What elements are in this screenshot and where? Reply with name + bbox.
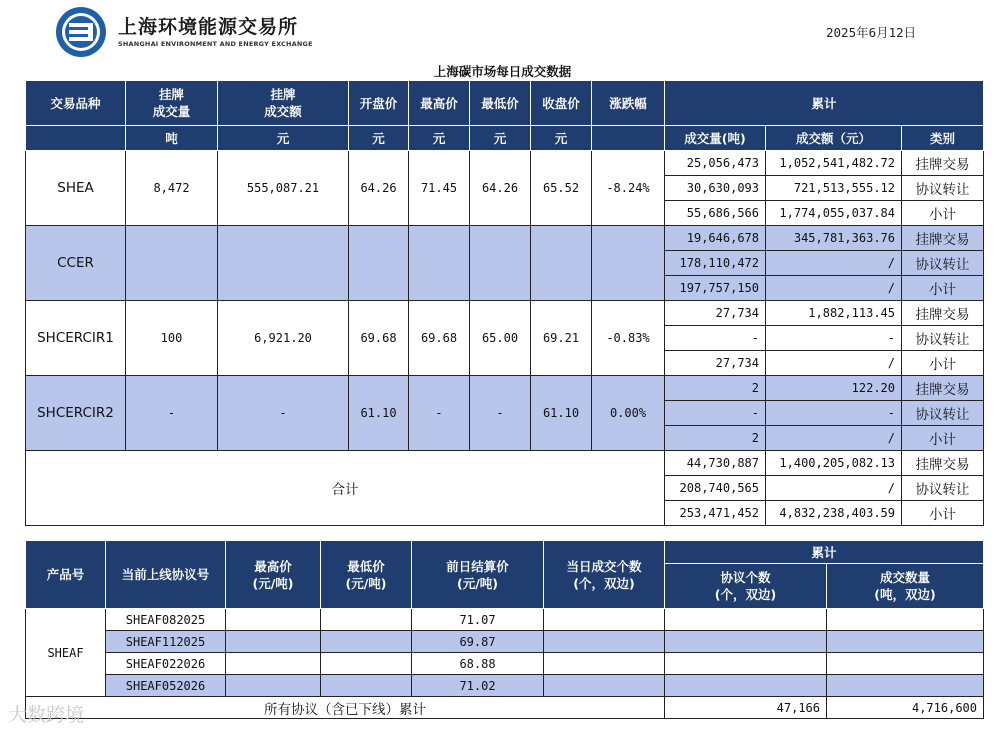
close-price: 61.10 xyxy=(531,376,592,451)
unit-low: 元 xyxy=(470,126,531,151)
col-cumulative: 累计 xyxy=(665,81,984,126)
open-price: 64.26 xyxy=(349,151,409,226)
col-f-cumulative: 累计 xyxy=(665,541,984,564)
f-high xyxy=(226,653,321,675)
category: 协议转让 xyxy=(902,176,984,201)
unit-cum-amount: 成交额（元） xyxy=(766,126,902,151)
contract-id: SHEAF082025 xyxy=(106,609,226,631)
cum-amount: 1,774,055,037.84 xyxy=(766,201,902,226)
col-f-high: 最高价 (元/吨) xyxy=(226,541,321,609)
contract-id: SHEAF052026 xyxy=(106,675,226,697)
col-low: 最低价 xyxy=(470,81,531,126)
cum-amount: / xyxy=(766,426,902,451)
table-row xyxy=(26,301,984,326)
open-price xyxy=(349,226,409,301)
cum-volume: 178,110,472 xyxy=(665,251,766,276)
listed-amount xyxy=(218,226,349,301)
total-volume: 44,730,887 xyxy=(665,451,766,476)
cum-volume: - xyxy=(665,326,766,351)
change-pct: -8.24% xyxy=(592,151,665,226)
report-title: 上海碳市场每日成交数据 xyxy=(433,64,572,79)
table-row xyxy=(26,226,984,251)
daily-count xyxy=(544,609,665,631)
col-cum-count: 协议个数 (个，双边) xyxy=(665,564,827,609)
watermark: 大数跨境 xyxy=(8,704,85,726)
category: 挂牌交易 xyxy=(902,151,984,176)
contract-id: SHEAF112025 xyxy=(106,631,226,653)
settle-price: 71.07 xyxy=(412,609,544,631)
col-open: 开盘价 xyxy=(349,81,409,126)
open-price: 61.10 xyxy=(349,376,409,451)
footer-cum-count: 47,166 xyxy=(665,697,827,719)
f-high xyxy=(226,631,321,653)
daily-count xyxy=(544,653,665,675)
category: 挂牌交易 xyxy=(902,376,984,401)
cum-amount: - xyxy=(766,326,902,351)
cum-volume: 27,734 xyxy=(665,351,766,376)
footer-row xyxy=(26,697,984,719)
page-header xyxy=(0,0,1005,60)
low-price: 64.26 xyxy=(470,151,531,226)
daily-trading-table xyxy=(25,80,984,526)
futures-table xyxy=(25,540,984,719)
cum-amount: 1,882,113.45 xyxy=(766,301,902,326)
table-row xyxy=(26,653,984,675)
table-row xyxy=(26,631,984,653)
cum-volume: 2 xyxy=(665,376,766,401)
unit-cum-volume: 成交量(吨) xyxy=(665,126,766,151)
f-low xyxy=(321,675,412,697)
settle-price: 71.02 xyxy=(412,675,544,697)
cum-count xyxy=(665,675,827,697)
cum-qty xyxy=(827,609,984,631)
cum-amount: 1,052,541,482.72 xyxy=(766,151,902,176)
col-daily-count: 当日成交个数 (个，双边) xyxy=(544,541,665,609)
col-listed-amount: 挂牌 成交额 xyxy=(218,81,349,126)
col-listed-volume: 挂牌 成交量 xyxy=(126,81,218,126)
unit-blank xyxy=(26,126,126,151)
listed-amount: 6,921.20 xyxy=(218,301,349,376)
table-row xyxy=(26,151,984,176)
cum-volume: 55,686,566 xyxy=(665,201,766,226)
change-pct: -0.83% xyxy=(592,301,665,376)
footer-label: 所有协议（含已下线）累计 xyxy=(26,697,665,719)
cum-volume: 19,646,678 xyxy=(665,226,766,251)
category: 协议转让 xyxy=(902,326,984,351)
settle-price: 68.88 xyxy=(412,653,544,675)
low-price: - xyxy=(470,376,531,451)
settle-price: 69.87 xyxy=(412,631,544,653)
unit-volume: 吨 xyxy=(126,126,218,151)
high-price: 69.68 xyxy=(409,301,470,376)
cum-amount: / xyxy=(766,276,902,301)
unit-open: 元 xyxy=(349,126,409,151)
daily-count xyxy=(544,631,665,653)
unit-close: 元 xyxy=(531,126,592,151)
cum-count xyxy=(665,609,827,631)
col-f-low: 最低价 (元/吨) xyxy=(321,541,412,609)
cum-amount: 721,513,555.12 xyxy=(766,176,902,201)
total-category: 协议转让 xyxy=(902,476,984,501)
table-row xyxy=(26,675,984,697)
category: 小计 xyxy=(902,276,984,301)
f-high xyxy=(226,609,321,631)
col-product-no: 产品号 xyxy=(26,541,106,609)
close-price: 65.52 xyxy=(531,151,592,226)
listed-amount: - xyxy=(218,376,349,451)
total-amount: 1,400,205,082.13 xyxy=(766,451,902,476)
listed-volume: 100 xyxy=(126,301,218,376)
product-name: SHCERCIR2 xyxy=(26,376,126,451)
low-price xyxy=(470,226,531,301)
table-row xyxy=(26,376,984,401)
low-price: 65.00 xyxy=(470,301,531,376)
category: 协议转让 xyxy=(902,251,984,276)
category: 挂牌交易 xyxy=(902,301,984,326)
col-close: 收盘价 xyxy=(531,81,592,126)
cum-count xyxy=(665,631,827,653)
open-price: 69.68 xyxy=(349,301,409,376)
product-no: SHEAF xyxy=(26,609,106,697)
high-price: 71.45 xyxy=(409,151,470,226)
col-change: 涨跌幅 xyxy=(592,81,665,126)
cum-amount: - xyxy=(766,401,902,426)
col-contract: 当前上线协议号 xyxy=(106,541,226,609)
cum-volume: 2 xyxy=(665,426,766,451)
f-low xyxy=(321,653,412,675)
contract-id: SHEAF022026 xyxy=(106,653,226,675)
unit-category: 类别 xyxy=(902,126,984,151)
cum-amount: / xyxy=(766,351,902,376)
change-pct: 0.00% xyxy=(592,376,665,451)
table2-header-row-1 xyxy=(26,541,984,564)
listed-volume xyxy=(126,226,218,301)
close-price xyxy=(531,226,592,301)
footer-cum-qty: 4,716,600 xyxy=(827,697,984,719)
category: 小计 xyxy=(902,351,984,376)
total-amount: / xyxy=(766,476,902,501)
cum-qty xyxy=(827,675,984,697)
close-price: 69.21 xyxy=(531,301,592,376)
exchange-logo-icon xyxy=(55,6,107,58)
report-date: 2025年6月12日 xyxy=(826,25,917,40)
listed-volume: - xyxy=(126,376,218,451)
high-price: - xyxy=(409,376,470,451)
f-low xyxy=(321,631,412,653)
listed-volume: 8,472 xyxy=(126,151,218,226)
category: 挂牌交易 xyxy=(902,226,984,251)
cum-amount: / xyxy=(766,251,902,276)
cum-volume: - xyxy=(665,401,766,426)
product-name: SHCERCIR1 xyxy=(26,301,126,376)
cum-qty xyxy=(827,653,984,675)
product-name: CCER xyxy=(26,226,126,301)
col-settle: 前日结算价 (元/吨) xyxy=(412,541,544,609)
total-volume: 253,471,452 xyxy=(665,501,766,526)
category: 小计 xyxy=(902,201,984,226)
org-name-en: SHANGHAI ENVIRONMENT AND ENERGY EXCHANGE xyxy=(118,40,313,48)
f-low xyxy=(321,609,412,631)
table1-units-row xyxy=(26,126,984,151)
cum-amount: 345,781,363.76 xyxy=(766,226,902,251)
total-amount: 4,832,238,403.59 xyxy=(766,501,902,526)
product-name: SHEA xyxy=(26,151,126,226)
category: 小计 xyxy=(902,426,984,451)
daily-count xyxy=(544,675,665,697)
change-pct xyxy=(592,226,665,301)
listed-amount: 555,087.21 xyxy=(218,151,349,226)
high-price xyxy=(409,226,470,301)
col-product: 交易品种 xyxy=(26,81,126,126)
category: 协议转让 xyxy=(902,401,984,426)
cum-volume: 197,757,150 xyxy=(665,276,766,301)
total-volume: 208,740,565 xyxy=(665,476,766,501)
cum-amount: 122.20 xyxy=(766,376,902,401)
total-category: 挂牌交易 xyxy=(902,451,984,476)
table1-header-row xyxy=(26,81,984,126)
unit-change xyxy=(592,126,665,151)
org-name-cn: 上海环境能源交易所 xyxy=(118,16,299,38)
unit-high: 元 xyxy=(409,126,470,151)
cum-volume: 30,630,093 xyxy=(665,176,766,201)
total-row xyxy=(26,451,984,476)
unit-amount: 元 xyxy=(218,126,349,151)
total-category: 小计 xyxy=(902,501,984,526)
col-cum-qty: 成交数量 (吨，双边) xyxy=(827,564,984,609)
table-row xyxy=(26,609,984,631)
col-high: 最高价 xyxy=(409,81,470,126)
total-label: 合计 xyxy=(26,451,665,526)
cum-count xyxy=(665,653,827,675)
cum-volume: 25,056,473 xyxy=(665,151,766,176)
cum-qty xyxy=(827,631,984,653)
cum-volume: 27,734 xyxy=(665,301,766,326)
f-high xyxy=(226,675,321,697)
